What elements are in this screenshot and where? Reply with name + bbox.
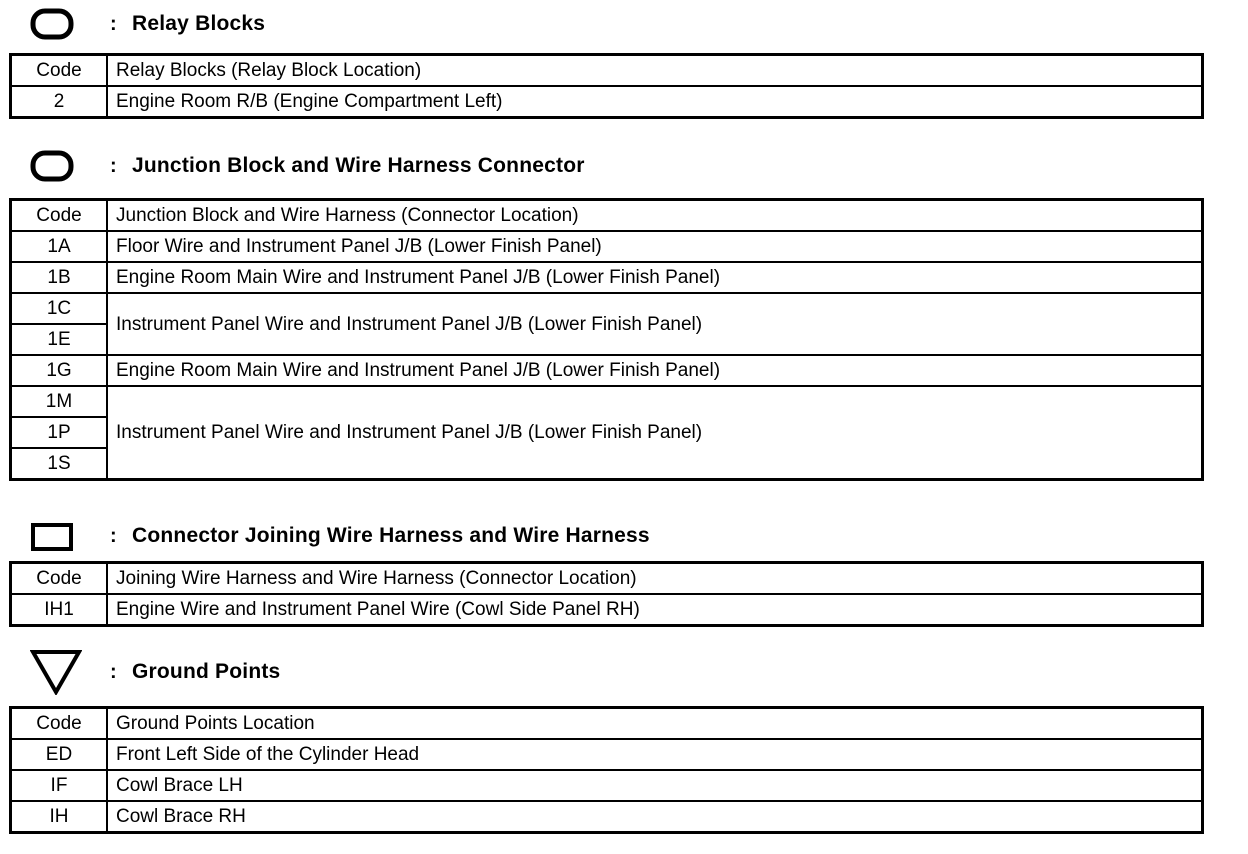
table-row xyxy=(11,231,1203,262)
location-header: Ground Points Location xyxy=(107,708,1203,740)
rounded-rectangle-icon xyxy=(30,146,90,186)
colon: : xyxy=(110,12,117,35)
table-row xyxy=(11,801,1203,833)
connector-joining-table xyxy=(9,561,1204,627)
location-cell: Engine Wire and Instrument Panel Wire (Cowl Side Panel RH) xyxy=(107,594,1203,626)
code-cell: 1M xyxy=(11,386,108,417)
code-header: Code xyxy=(11,708,108,740)
table-row xyxy=(11,262,1203,293)
code-header: Code xyxy=(11,200,108,232)
location-cell: Instrument Panel Wire and Instrument Panel J/B (Lower Finish Panel) xyxy=(107,293,1203,355)
location-cell: Cowl Brace RH xyxy=(107,801,1203,833)
table-header-row xyxy=(11,708,1203,740)
section-title: Relay Blocks xyxy=(132,12,266,35)
code-cell: 1G xyxy=(11,355,108,386)
table-row xyxy=(11,739,1203,770)
location-header: Joining Wire Harness and Wire Harness (Connector Location) xyxy=(107,563,1203,595)
table-header-row xyxy=(11,563,1203,595)
colon: : xyxy=(110,524,117,547)
location-cell: Front Left Side of the Cylinder Head xyxy=(107,739,1203,770)
section-header-relay-blocks xyxy=(30,4,265,44)
location-header: Relay Blocks (Relay Block Location) xyxy=(107,55,1203,87)
ground-points-table xyxy=(9,706,1204,834)
code-header: Code xyxy=(11,55,108,87)
code-cell: IH1 xyxy=(11,594,108,626)
table-row xyxy=(11,386,1203,417)
code-cell: 1S xyxy=(11,448,108,480)
code-cell: 1E xyxy=(11,324,108,355)
code-cell: 1P xyxy=(11,417,108,448)
table-row xyxy=(11,355,1203,386)
code-header: Code xyxy=(11,563,108,595)
rectangle-icon xyxy=(30,516,90,556)
down-triangle-icon xyxy=(30,652,90,692)
code-cell: 1B xyxy=(11,262,108,293)
table-row xyxy=(11,86,1203,118)
section-header-junction-block xyxy=(30,146,585,186)
code-cell: 1A xyxy=(11,231,108,262)
location-cell: Engine Room Main Wire and Instrument Panel J/B (Lower Finish Panel) xyxy=(107,355,1203,386)
location-cell: Floor Wire and Instrument Panel J/B (Lower Finish Panel) xyxy=(107,231,1203,262)
code-cell: IH xyxy=(11,801,108,833)
table-row xyxy=(11,770,1203,801)
colon: : xyxy=(110,660,117,683)
code-cell: ED xyxy=(11,739,108,770)
junction-block-table xyxy=(9,198,1204,481)
rounded-rectangle-icon xyxy=(30,4,90,44)
section-title: Junction Block and Wire Harness Connector xyxy=(132,154,585,177)
table-row xyxy=(11,594,1203,626)
section-header-connector-joining xyxy=(30,516,650,556)
location-header: Junction Block and Wire Harness (Connector Location) xyxy=(107,200,1203,232)
table-row xyxy=(11,293,1203,324)
location-cell: Cowl Brace LH xyxy=(107,770,1203,801)
section-header-ground-points xyxy=(30,652,280,692)
relay-blocks-table xyxy=(9,53,1204,119)
location-cell: Engine Room R/B (Engine Compartment Left) xyxy=(107,86,1203,118)
table-header-row xyxy=(11,200,1203,232)
code-cell: 1C xyxy=(11,293,108,324)
colon: : xyxy=(110,154,117,177)
section-title: Ground Points xyxy=(132,660,281,683)
location-cell: Instrument Panel Wire and Instrument Panel J/B (Lower Finish Panel) xyxy=(107,386,1203,480)
location-cell: Engine Room Main Wire and Instrument Panel J/B (Lower Finish Panel) xyxy=(107,262,1203,293)
table-header-row xyxy=(11,55,1203,87)
code-cell: 2 xyxy=(11,86,108,118)
section-title: Connector Joining Wire Harness and Wire Harness xyxy=(132,524,650,547)
code-cell: IF xyxy=(11,770,108,801)
